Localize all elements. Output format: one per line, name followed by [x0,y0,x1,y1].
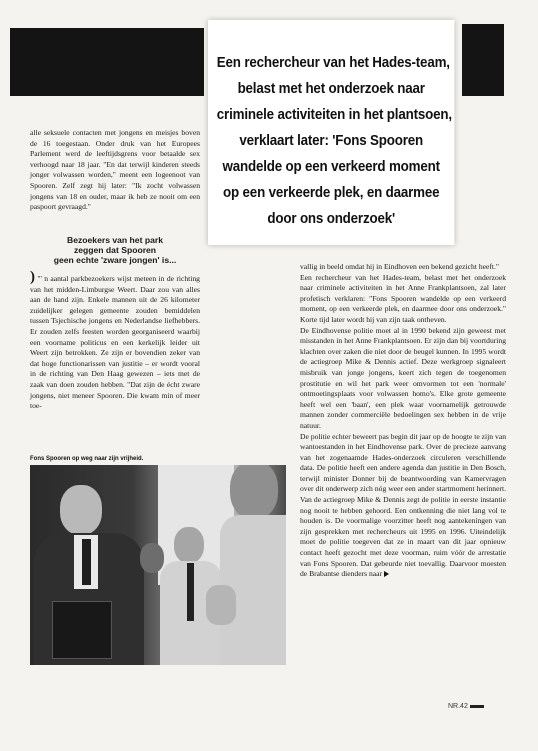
pull-quote [208,20,454,245]
left-column-text [30,269,200,412]
continue-arrow-icon [384,571,389,577]
right-paragraph: Een rechercheur van het Hades-team, belast met het onderzoek naar criminele activiteiten in het Anne Frankplantsoen, zal later profetisch verklaren: "Fons Spooren wandelde op een verkeerd moment, op een verkeerde plek, en daarmee door ons onderzoek." Korte tijd later wordt hij van zijn taak ontheven. [300,272,506,324]
subheading-line: geen echte 'zware jongen' is... [53,255,177,265]
black-bar-left [10,28,204,96]
pull-quote-line: Een rechercheur van het Hades-team, [216,54,450,71]
photo-document [52,601,112,659]
subheading [30,235,200,265]
photo-person-left-tie [82,539,91,585]
pull-quote-line: door ons onderzoek' [267,210,395,227]
black-bar-right [462,24,504,96]
photo-person-background [140,543,164,573]
right-paragraph: vallig in beeld omdat hij in Eindhoven een bekend gezicht heeft." [300,262,499,271]
photo-person-right-arm [206,585,236,625]
left-column-body: "' n aantal parkbezoekers wijst meteen in de richting van het midden-Limburgse Weert. Daar zou van alles aan de hand zijn. Enkele mannen uit de 26 kilometer zuidelijker gelegen gemeente zouden bemiddelen tussen Tsjechische jongens en Nederlandse liefhebbers. Er zouden zelfs feesten worden georganiseerd waarbij een voorname politicus en een kerkelijk leider uit Weert zijn betrokken. Ze zijn er bovendien zeker van dat hoge functionarissen van justitie – er wordt vooral in de richting van Den Haag gewezen – iets met de zaak van doen zouden hebben. "Dat zijn de écht zware jongens, niet meneer Spooren. Die kwam min of meer toe- [30,274,200,411]
intro-text: alle seksuele contacten met jongens en meisjes boven de 16 toegestaan. Onder druk van het Europees Parlement werd de leeftijdsgrens voor betaalde sex verhoogd naar 18 jaar. "En dat terwijl kinderen steeds jonger volwassen worden," meent een logeenoot van Spooren. Zelf zegt hij later: "Ik zocht volwassen jongens van 18 en ouder, maar ik heb ze nooit om een paspoort gevraagd." [30,128,200,212]
intro-paragraph [30,128,200,213]
page-number-text: NR.42 [448,703,468,710]
pull-quote-line: wandelde op een verkeerd moment [222,158,440,175]
photo-caption: Fons Spooren op weg naar zijn vrijheid. [30,456,144,462]
photo-person-right-head [230,465,278,519]
photo-person-center-tie [187,563,194,621]
photo [30,465,286,665]
right-paragraph-last [300,432,506,580]
pull-quote-line: criminele activiteiten in het plantsoen, [216,106,452,123]
left-column [30,269,200,412]
photo-person-left-head [60,485,102,535]
subheading-line: zeggen dat Spooren [73,245,157,255]
right-paragraph-text: De politie echter beweert pas begin dit jaar op de hoogte te zijn van wantoestanden in het Eindhovense park. Over de precieze aanvang van het zogenaamde Hades-onderzoek circuleren verschillende data. De politie heeft een andere agenda dan justitie in Den Bosch, terwijl minister Donner bij de beantwoording van Kamervragen over dit onderwerp zich nóg weer een ander startmoment herinnert. Van de actiegroep Mike & Dennis zegt de politie in eerste instantie nog nooit te hebben gehoord. Een ontkenning die niet lang vol te houden is. De voormalige voorzitter heeft nog aantekeningen van zijn gesprekken met rechercheurs uit 1995 en 1996. Uiteindelijk moet de politie toegeven dat ze in maart van dit jaar opnieuw contact heeft gezocht met deze voorman, ruim vóór de arrestatie van Fons Spooren. Dat gebeurde niet toevallig. Daarvoor moesten de Brabantse dienders naar [300,431,506,579]
page-number-bar-icon [470,705,484,708]
drop-cap: ) [30,269,35,285]
page-number [448,703,484,710]
subheading-line: Bezoekers van het park [66,235,163,245]
pull-quote-line: verklaart later: 'Fons Spooren [239,132,423,149]
right-column [300,262,506,580]
pull-quote-line: op een verkeerde plek, en daarmee [223,184,440,201]
pull-quote-line: belast met het onderzoek naar [237,80,425,97]
photo-person-center-head [174,527,204,563]
right-paragraph: De Eindhovense politie moet al in 1990 bekend zijn geweest met misstanden in het Anne Frankplantsoen. Er zijn dan bij voortduring klachten over zaken die niet door de beugel kunnen. In 1995 wordt de actiegroep Mike & Dennis actief. Deze werkgroep signaleert misbruik van jonge jongens, keert zich tegen de toegenomen prostitutie en wil het park weer omvormen tot een 'normale' ontmoetingsplaats voor volwassen homo's. Elke grote gemeente heeft wel een 'baan', een plek waar voornamelijk getrouwde mannen zonder commerciële bedoelingen sex hebben in de vrije natuur. [300,325,506,430]
